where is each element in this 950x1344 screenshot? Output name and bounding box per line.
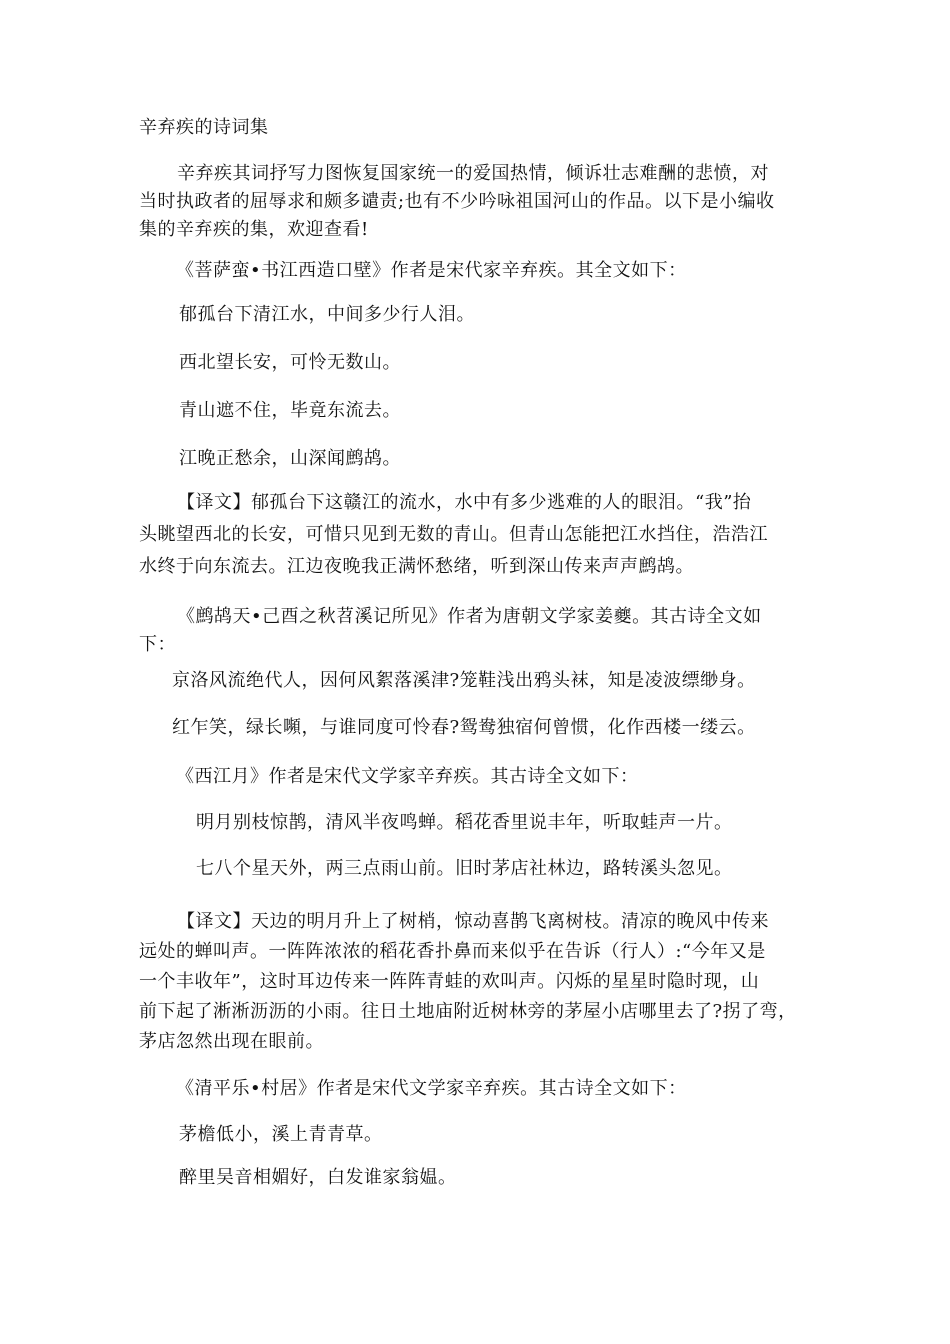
intro-paragraph: [139, 160, 775, 244]
document-title: 辛弃疾的诗词集: [139, 117, 269, 138]
poem4-line: 醉里吴音相媚好，白发谁家翁媪。: [179, 1167, 457, 1188]
poem4-line: 茅檐低小，溪上青青草。: [179, 1124, 383, 1145]
poem2-heading-line: 下：: [139, 634, 176, 655]
translation-line: 茅店忽然出现在眼前。: [139, 1031, 324, 1052]
poem2-line: 京洛风流绝代人，因何风絮落溪津?笼鞋浅出鸦头袜，知是凌波缥缈身。: [172, 670, 756, 691]
translation-line: 头眺望西北的长安，可惜只见到无数的青山。但青山怎能把江水挡住，浩浩江: [139, 524, 768, 545]
intro-line: 集的辛弃疾的集，欢迎查看!: [139, 219, 369, 240]
translation-line: 水终于向东流去。江边夜晚我正满怀愁绪，听到深山传来声声鹧鸪。: [139, 556, 694, 577]
poem1-line: 青山遮不住，毕竟东流去。: [179, 400, 401, 421]
translation-line: 前下起了淅淅沥沥的小雨。往日土地庙附近树林旁的茅屋小店哪里去了?拐了弯，: [139, 1001, 797, 1022]
poem1-line: 江晚正愁余，山深闻鹧鸪。: [179, 448, 401, 469]
poem3-line: 七八个星天外，两三点雨山前。旧时茅店社林边，路转溪头忽见。: [196, 858, 733, 879]
translation-line: 远处的蝉叫声。一阵阵浓浓的稻花香扑鼻而来似乎在告诉（行人）:“今年又是: [139, 941, 766, 962]
poem4-heading: 《清平乐•村居》作者是宋代文学家辛弃疾。其古诗全文如下：: [176, 1078, 687, 1099]
poem1-translation: [139, 487, 768, 583]
poem1-heading: 《菩萨蛮•书江西造口壁》作者是宋代家辛弃疾。其全文如下：: [176, 260, 687, 281]
intro-line: 辛弃疾其词抒写力图恢复国家统一的爱国热情，倾诉壮志难酬的悲愤，对: [177, 163, 769, 184]
translation-line: 【译文】天边的明月升上了树梢，惊动喜鹊飞离树枝。清凉的晚风中传来: [177, 911, 769, 932]
translation-line: 一个丰收年”，这时耳边传来一阵阵青蛙的欢叫声。闪烁的星星时隐时现，山: [139, 971, 760, 992]
poem3-heading: 《西江月》作者是宋代文学家辛弃疾。其古诗全文如下：: [176, 766, 639, 787]
poem3-translation: [139, 907, 797, 1057]
intro-line: 当时执政者的屈辱求和颇多谴责;也有不少吟咏祖国河山的作品。以下是小编收: [139, 191, 775, 212]
poem1-line: 郁孤台下清江水，中间多少行人泪。: [179, 304, 475, 325]
poem1-line: 西北望长安，可怜无数山。: [179, 352, 401, 373]
poem2-line: 红乍笑，绿长嚬，与谁同度可怜春?鸳鸯独宿何曾惯，化作西楼一缕云。: [172, 717, 756, 738]
poem2-heading: [139, 603, 762, 659]
translation-line: 【译文】郁孤台下这赣江的流水，水中有多少逃难的人的眼泪。“我”抬: [177, 492, 752, 513]
poem2-heading-line: 《鹧鸪天•己酉之秋苕溪记所见》作者为唐朝文学家姜夔。其古诗全文如: [177, 606, 762, 627]
poem3-line: 明月别枝惊鹊，清风半夜鸣蝉。稻花香里说丰年，听取蛙声一片。: [196, 812, 733, 833]
